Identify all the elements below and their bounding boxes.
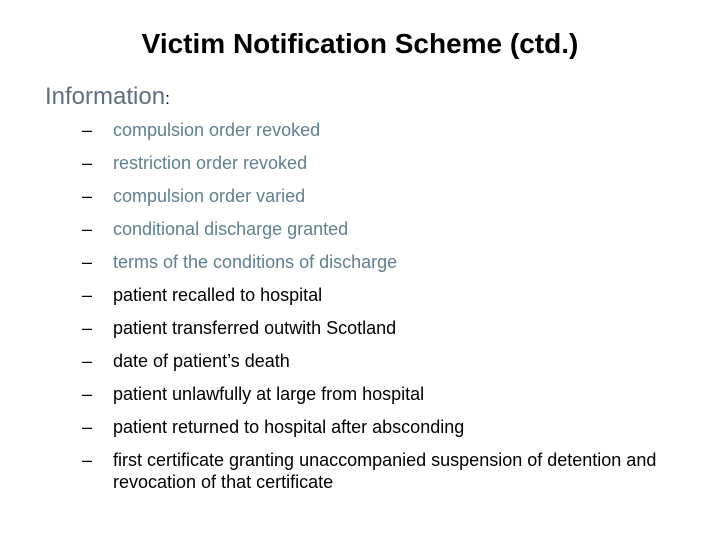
list-item-text: patient unlawfully at large from hospital	[113, 384, 425, 404]
list-item-text: patient transferred outwith Scotland	[113, 318, 397, 338]
dash-bullet: –	[82, 285, 93, 305]
dash-bullet: –	[82, 318, 93, 338]
section-heading	[45, 82, 170, 114]
list-item-text: patient recalled to hospital	[113, 285, 323, 305]
dash-bullet: –	[82, 417, 93, 437]
dash-bullet: –	[82, 186, 93, 206]
dash-bullet: –	[82, 120, 93, 140]
heading-text: Information	[45, 83, 166, 110]
dash-bullet: –	[82, 153, 93, 173]
heading-colon: :	[165, 89, 170, 108]
list-item-text: first certificate granting unaccompanied suspension of detention and revocation of that certificate	[113, 450, 657, 492]
list-item-text: terms of the conditions of discharge	[113, 252, 398, 272]
list-item-text: compulsion order varied	[113, 186, 306, 206]
dash-bullet: –	[82, 252, 93, 272]
list-item-text: patient returned to hospital after absconding	[113, 417, 465, 437]
list-item-text: restriction order revoked	[113, 153, 308, 173]
dash-bullet: –	[82, 219, 93, 239]
list-item-text: compulsion order revoked	[113, 120, 321, 140]
dash-bullet: –	[82, 384, 93, 404]
list-item-text: conditional discharge granted	[113, 219, 349, 239]
dash-bullet: –	[82, 351, 93, 371]
slide-title: Victim Notification Scheme (ctd.)	[141, 28, 579, 59]
list-item-text: date of patient’s death	[113, 351, 290, 371]
dash-bullet: –	[82, 450, 93, 470]
